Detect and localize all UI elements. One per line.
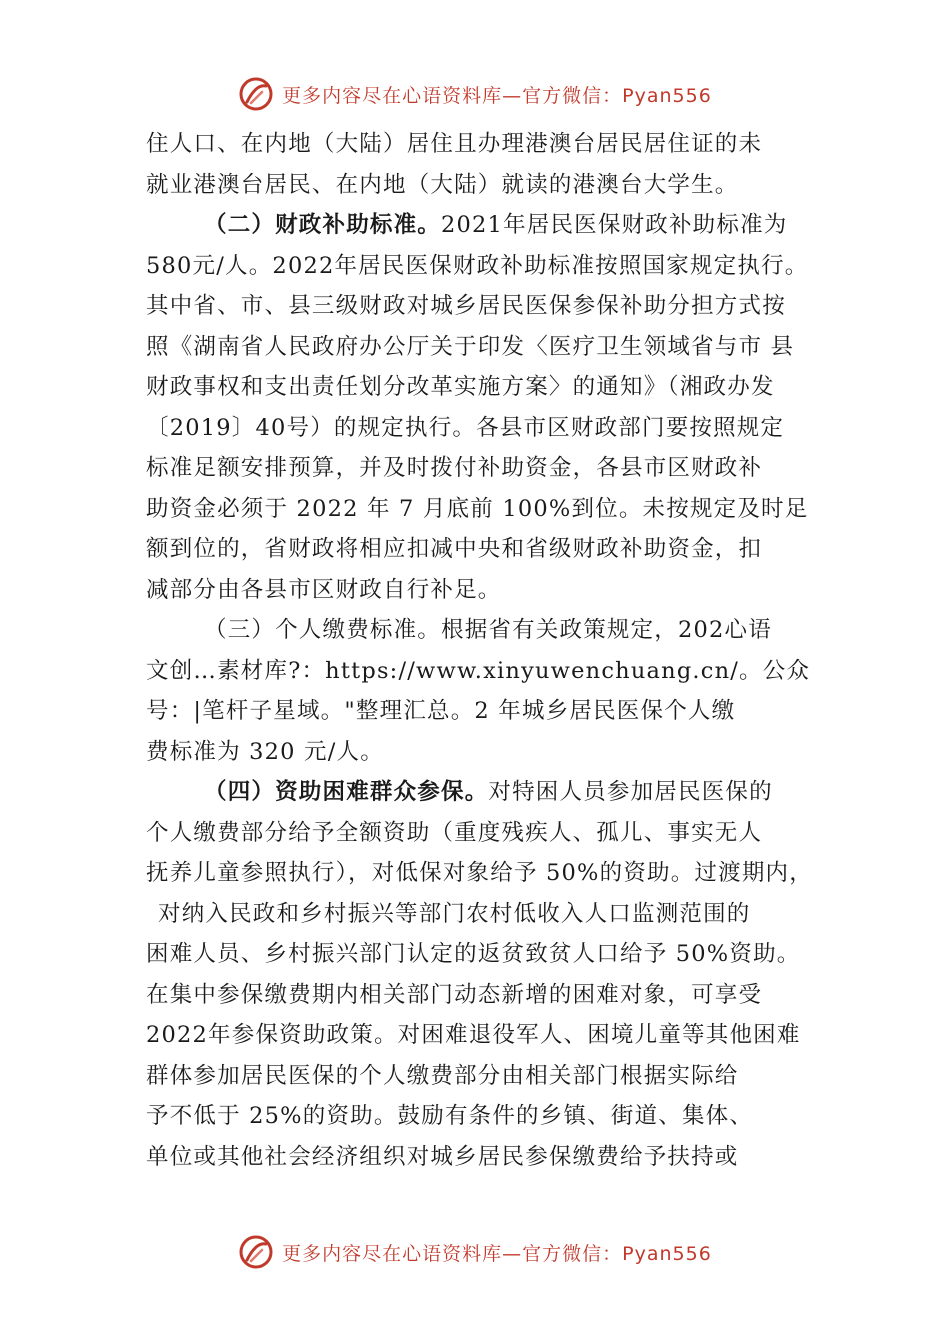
text-line: 减部分由各县市区财政自行补足。: [146, 576, 502, 603]
footer-banner: [0, 1232, 950, 1272]
text-line: 580元/人。2022年居民医保财政补助标准按照国家规定执行。: [146, 252, 809, 279]
text-line: 2022年参保资助政策。对困难退役军人、困境儿童等其他困难: [146, 1022, 801, 1048]
text-line: 予不低于 25%的资助。鼓励有条件的乡镇、街道、集体、: [146, 1103, 754, 1129]
footer-banner-text: 更多内容尽在心语资料库—官方微信：Pyan556: [282, 1242, 712, 1265]
text-line: 个人缴费部分给予全额资助（重度残疾人、孤儿、事实无人: [146, 819, 763, 846]
text-run: 2021年居民医保财政补助标准为: [441, 212, 788, 238]
text-line: 在集中参保缴费期内相关部门动态新增的困难对象，可享受: [146, 981, 763, 1008]
text-line: 照《湖南省人民政府办公厅关于印发〈医疗卫生领域省与市 县: [146, 333, 795, 360]
section-three-heading-line: （三）个人缴费标准。根据省有关政策规定，202心语: [204, 617, 772, 643]
section-heading: （二）财政补助标准。: [204, 212, 442, 238]
header-banner: [0, 74, 950, 114]
text-line: 对纳入民政和乡村振兴等部门农村低收入人口监测范围的: [158, 900, 751, 927]
section-four-heading-line: [146, 772, 816, 813]
logo-icon: [238, 1234, 274, 1270]
section-heading: （四）资助困难群众参保。: [204, 779, 489, 805]
text-line: 就业港澳台居民、在内地（大陆）就读的港澳台大学生。: [146, 171, 739, 198]
section-two-heading-line: [146, 205, 816, 246]
text-run: 对特困人员参加居民医保的: [488, 779, 773, 805]
text-line: 其中省、市、县三级财政对城乡居民医保参保补助分担方式按: [146, 293, 786, 319]
text-line: 〔2019〕40号）的规定执行。各县市区财政部门要按照规定: [146, 414, 785, 441]
text-line: 费标准为 320 元/人。: [146, 738, 384, 765]
text-line: 群体参加居民医保的个人缴费部分由相关部门根据实际给: [146, 1062, 739, 1089]
header-banner-text: 更多内容尽在心语资料库—官方微信：Pyan556: [282, 84, 712, 107]
logo-icon: [238, 76, 274, 112]
text-line: 额到位的，省财政将相应扣减中央和省级财政补助资金，扣: [146, 536, 763, 562]
text-line: 号：|笔杆子星域。"整理汇总。2 年城乡居民医保个人缴: [146, 698, 736, 724]
text-line: 助资金必须于 2022 年 7 月底前 100%到位。未按规定及时足: [146, 495, 809, 522]
text-line: 标准足额安排预算，并及时拨付补助资金，各县市区财政补: [146, 455, 763, 481]
document-body: [146, 124, 816, 1177]
text-line: 抚养儿童参照执行），对低保对象给予 50%的资助。过渡期内，: [146, 860, 813, 886]
text-line: 住人口、在内地（大陆）居住且办理港澳台居民居住证的未: [146, 131, 763, 157]
text-line: 单位或其他社会经济组织对城乡居民参保缴费给予扶持或: [146, 1143, 739, 1170]
text-line: 文创…素材库?：https://www.xinyuwenchuang.cn/。公众: [146, 657, 811, 684]
text-line: 财政事权和支出责任划分改革实施方案〉的通知》（湘政办发: [146, 374, 775, 400]
text-line: 困难人员、乡村振兴部门认定的返贫致贫人口给予 50%资助。: [146, 941, 801, 967]
